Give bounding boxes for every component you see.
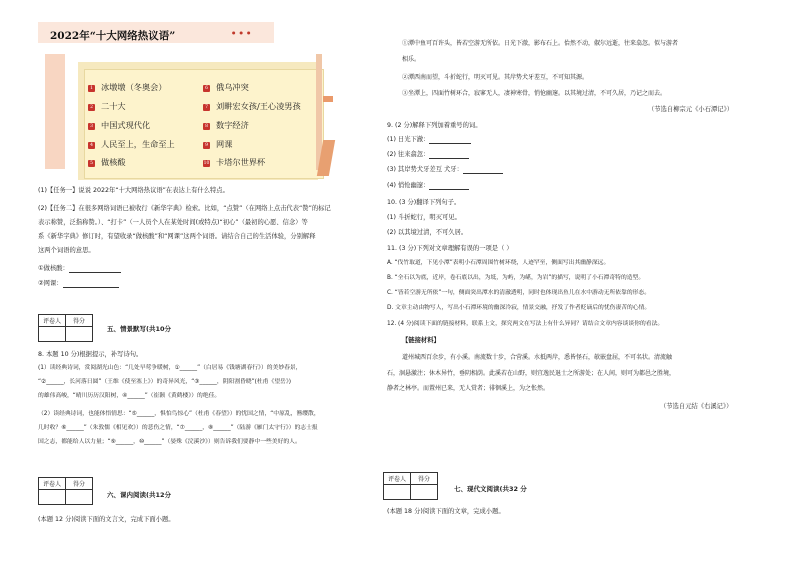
hotword-item: 8 数字经济	[203, 120, 249, 131]
task2-text: 表示称赞，泛指称赞。）、“打卡”（一人员个人在某处时间(或特点)“初心”（最初的心愿、信念）等	[38, 219, 308, 226]
task1-text: (1)【任务一】说说 2022年“十大网络热议语”在表达上有什么特点。	[38, 187, 229, 194]
question-8: 8. 本题 10 分)根据提示，补写诗句。	[38, 351, 143, 358]
reading-instruction: (本题 12 分)阅读下面的文言文，完成下面小题。	[38, 516, 175, 523]
classical-text-line: 相乐。	[402, 56, 421, 63]
poem-line: (1）读经典诗词，赏阅湖光山色：“几处早莺争暖树，①______”（白居易《钱塘湖春行》）的美妙春景，	[38, 365, 302, 371]
score-head-cell: 得分	[411, 473, 438, 485]
score-head-cell: 得分	[66, 478, 93, 490]
score-box	[38, 477, 93, 505]
poem-line: 国之志，都能给人以力量；“⑨______，⑩______”（晏殊《浣溪沙》）则告诉我们要静中一些美好的人。	[38, 439, 301, 445]
option-a: A. “伐竹取道，下见小潭”表明小石潭周围竹树环绕，人迹罕至，侧面写出其幽静深远。	[387, 260, 610, 266]
task2-text: (2)【任务二】在很多网络词语已被收行《新华字典》检索。比如，“点赞”（在网络上点击代表“赞”的标记	[38, 205, 331, 212]
card-decoration	[45, 54, 65, 169]
hotword-item: 3 中国式现代化	[88, 120, 150, 131]
question-10: 10. (3 分)翻译下列句子。	[387, 199, 461, 206]
section-5-title: 五、情景默写(共10分	[107, 325, 172, 333]
hotword-item: 10 卡塔尔世界杯	[203, 157, 266, 167]
question-item: (2) 往来翕忽：	[387, 150, 469, 159]
hotword-item: 9 网课	[203, 139, 232, 150]
hotword-item: 4 人民至上，生命至上	[88, 139, 175, 150]
section-6-title: 六、课内阅读(共12分	[107, 491, 172, 499]
task2-text: 系《新华字典》修订时，有望收录“做核酸”和“网课”这两个词语。请结合自己的生活体验，分别解释	[38, 233, 316, 240]
answer-blank[interactable]	[69, 265, 121, 273]
question-9: 9. (2 分)解释下列加着重号的词。	[387, 122, 482, 129]
score-input-cell[interactable]	[39, 327, 66, 342]
hotword-item: 5 做核酸	[88, 157, 126, 168]
link-text-line: 静者之林亭。而置州已来，无人赏者；徘徊溪上，为之怅然。	[387, 385, 550, 392]
score-head-cell: 得分	[66, 315, 93, 327]
score-box	[383, 472, 438, 500]
source-note: （节选自柳宗元《小石潭记》）	[648, 106, 734, 113]
classical-text-line: ②潭西南而望，斗折蛇行，明灭可见。其岸势犬牙差互，不可知其源。	[402, 74, 589, 81]
reading-instruction: (本题 18 分)阅读下面的文章，完成小题。	[387, 508, 505, 515]
hotwords-title: 2022年“十大网络热议语”	[50, 30, 176, 42]
score-input-cell[interactable]	[66, 490, 93, 505]
question-11: 11. (3 分)下列对文章理解有误的一项是（ ）	[387, 245, 513, 252]
source-note: （节选自元结《右溪记》）	[660, 403, 733, 410]
score-input-cell[interactable]	[411, 485, 438, 500]
score-input-cell[interactable]	[66, 327, 93, 342]
question-item: (3) 其岸势犬牙差互 犬牙：	[387, 165, 503, 174]
poem-line: 的雄伟高峻，“晴川历历汉阳树，④______”（崔颢《黄鹤楼》）的绝佳。	[38, 393, 221, 399]
score-head-cell: 评卷人	[384, 473, 411, 485]
option-c: C. “皆若空游无所依”一句，侧面突出潭水的清澈透明，同时也体现出鱼儿在水中游动无所依靠的形态。	[387, 290, 651, 296]
classical-text-line: ③坐潭上，四面竹树环合，寂寥无人，凄神寒骨，悄怆幽邃。以其境过清，不可久居，乃记之而去。	[402, 90, 667, 97]
task2-text: 这两个词语的意思。	[38, 247, 95, 254]
question-item: (4) 悄怆幽邃：	[387, 181, 469, 190]
option-d: D. 文章主动由物写人，写出小石潭环境的幽深冷寂，情景交融，抒发了作者贬谪后的忧伤凄苦的心情。	[387, 305, 651, 311]
answer-blank[interactable]	[429, 151, 469, 159]
hotword-item: 7 刘畊宏女孩/王心凌男孩	[203, 101, 301, 112]
score-box	[38, 314, 93, 342]
answer-blank[interactable]	[429, 182, 469, 190]
card-stripe-decoration	[323, 96, 333, 102]
answer-blank[interactable]	[429, 136, 471, 144]
section-7-title: 七、现代文阅读(共32 分	[454, 485, 527, 493]
poem-line: 几时收？⑥______”（朱敦儒《相见欢》）的悲伤之情，“⑦______，⑧______”（陆游《雁门太守行》）的志士报	[38, 425, 318, 431]
question-item: (1) 斗折蛇行，明灭可见。	[387, 214, 461, 221]
hotword-item: 2 二十大	[88, 101, 126, 112]
poem-line: “②______，长河落日圆”（王维《使至塞上》）的奇异风光，“③______，阴阳割昏晓”(杜甫《望岳》)	[38, 379, 292, 385]
classical-text-line: ①潭中鱼可百许头，皆若空游无所依。日光下澈，影布石上。佁然不动，俶尔远逝，往来翕忽。似与游者	[402, 40, 679, 47]
score-input-cell[interactable]	[384, 485, 411, 500]
hotword-item: 1 冰墩墩（冬奥会）	[88, 82, 167, 93]
option-b: B. “全石以为底，近岸，卷石底以出，为坻，为屿，为嵁，为岩”的描写，说明了小石潭奇特的造型。	[387, 275, 645, 281]
dots-icon: ●●●	[232, 30, 255, 35]
answer-blank[interactable]	[63, 280, 119, 288]
question-12: 12. (4 分)阅读下面的链接材料，联系上文，探究两文在写法上有什么异同？请结合文章内容谈谈你的看法。	[387, 321, 664, 327]
answer-line: ①做核酸：	[38, 264, 121, 273]
score-head-cell: 评卷人	[39, 478, 66, 490]
answer-line: ②网课：	[38, 279, 119, 288]
link-text-line: 石，洄悬激注；休木异竹，垂阴相荫。此溪若在山野，则宜逸民退士之所游处；在人间，则可为都邑之胜境，	[387, 370, 676, 377]
question-item: (1) 日光下澈：	[387, 135, 471, 144]
poem-line: （2）读经典诗词，也能体悟情思：“⑤______，惧怕鸟惊心”（杜甫《春望》）的忧国之情，“中原乱，簪缨散，	[38, 411, 320, 417]
answer-blank[interactable]	[463, 166, 503, 174]
question-item: (2) 以其境过清，不可久居。	[387, 229, 468, 236]
link-material-heading: 【链接材料】	[402, 337, 440, 344]
hotword-item: 6 俄乌冲突	[203, 82, 249, 93]
link-text-line: 道州城西百余步，有小溪。南流数十步，合营溪。水抵两岸，悉皆怪石，欹嵌盘屈，不可名状。清流触	[402, 354, 673, 361]
score-head-cell: 评卷人	[39, 315, 66, 327]
score-input-cell[interactable]	[39, 490, 66, 505]
